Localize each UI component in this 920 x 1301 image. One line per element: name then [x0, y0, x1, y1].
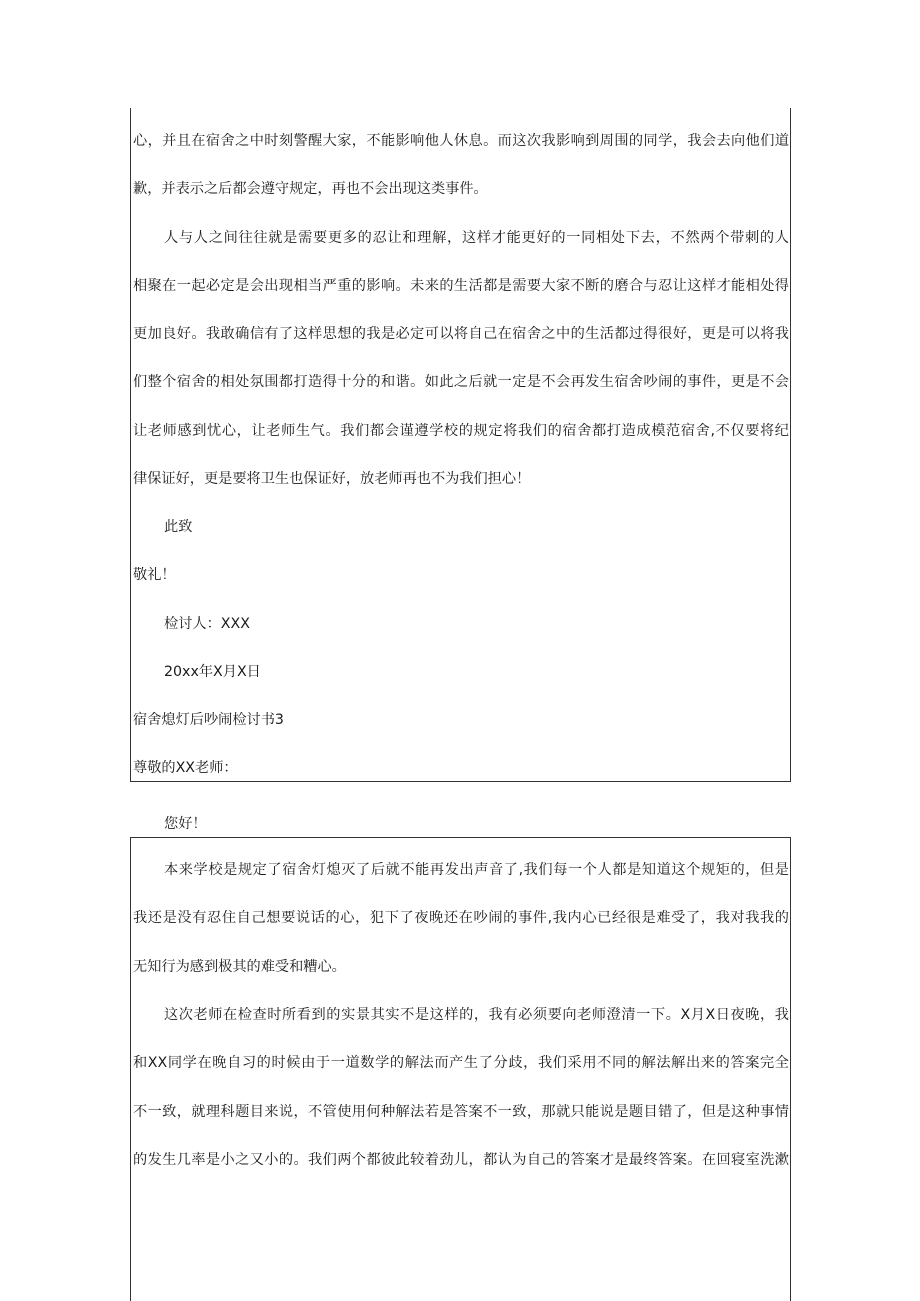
paragraph-line: 心，并且在宿舍之中时刻警醒大家，不能影响他人休息。而这次我影响到周围的同学，我会去向他们道	[133, 133, 789, 149]
paragraph-line: 律保证好，更是要将卫生也保证好，放老师再也不为我们担心！	[133, 471, 531, 487]
closing-respect: 敬礼！	[133, 567, 176, 583]
greeting-line: 您好！	[164, 816, 207, 832]
paragraph-line: 更加良好。我敢确信有了这样思想的我是必定可以将自己在宿舍之中的生活都过得很好，更是可以将我	[133, 326, 789, 342]
paragraph-line: 歉，并表示之后都会遵守规定，再也不会出现这类事件。	[133, 181, 488, 197]
paragraph-line: 人与人之间往往就是需要更多的忍让和理解，这样才能更好的一同相处下去，不然两个带刺的人	[164, 230, 789, 246]
paragraph-line: 不一致，就理科题目来说，不管使用何种解法若是答案不一致，那就只能说是题目错了，但是这种事情	[133, 1104, 789, 1120]
paragraph-line: 相聚在一起必定是会出现相当严重的影响。未来的生活都是需要大家不断的磨合与忍让这样才能相处得	[133, 278, 789, 294]
section-title: 宿舍熄灯后吵闹检讨书3	[133, 712, 284, 728]
paragraph-line: 无知行为感到极其的难受和糟心。	[133, 959, 346, 975]
date-line: 20xx年X月X日	[164, 664, 261, 680]
paragraph-line: 这次老师在检查时所看到的实景其实不是这样的，我有必须要向老师澄清一下。X月X日夜晚，我	[164, 1007, 789, 1023]
paragraph-line: 我还是没有忍住自己想要说话的心，犯下了夜晚还在吵闹的事件,我内心已经很是难受了，我对我我的	[133, 910, 789, 926]
paragraph-line: 和XX同学在晚自习的时候由于一道数学的解法而产生了分歧，我们采用不同的解法解出来的答案完全	[133, 1055, 789, 1071]
closing-salutation: 此致	[164, 519, 193, 535]
paragraph-line: 们整个宿舍的相处氛围都打造得十分的和谐。如此之后就一定是不会再发生宿舍吵闹的事件，更是不会	[133, 374, 789, 390]
signature-line: 检讨人：XXX	[164, 616, 250, 632]
addressee-line: 尊敬的XX老师：	[133, 760, 238, 776]
paragraph-line: 本来学校是规定了宿舍灯熄灭了后就不能再发出声音了,我们每一个人都是知道这个规矩的，但是	[164, 862, 789, 878]
paragraph-line: 的发生几率是小之又小的。我们两个都彼此较着劲儿，都认为自己的答案才是最终答案。在回寝室洗漱	[133, 1152, 789, 1168]
paragraph-line: 让老师感到忧心，让老师生气。我们都会谨遵学校的规定将我们的宿舍都打造成模范宿舍,不仅要将纪	[133, 423, 789, 439]
